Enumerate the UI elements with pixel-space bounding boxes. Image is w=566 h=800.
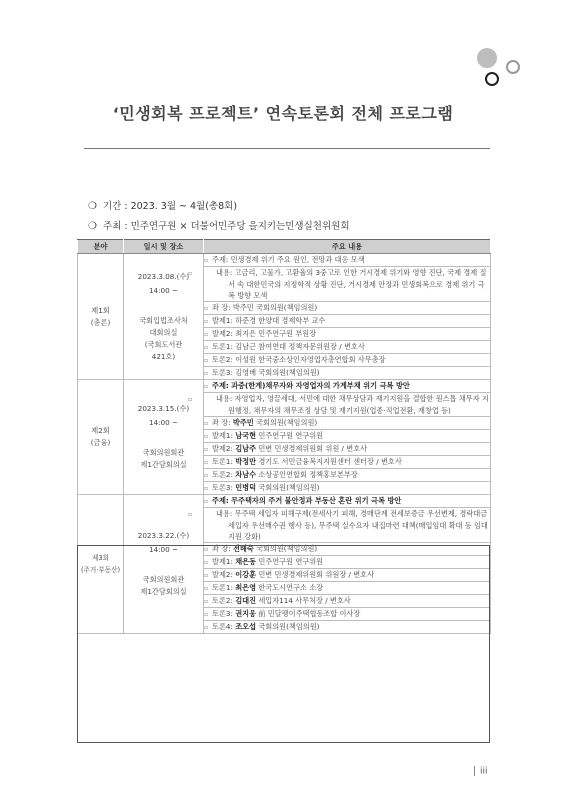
square-bullet-icon: ▫ <box>204 344 209 351</box>
item-text: 김남근 참여연대 정책자문위원장 / 변호사 <box>235 342 365 351</box>
table-header-row <box>78 240 491 254</box>
square-bullet-icon: ▫ <box>204 383 209 390</box>
item-label: 내용: <box>216 394 233 403</box>
person-affiliation: 소상공인연합회 정책홍보본부장 <box>258 470 358 479</box>
item-text: 최지은 민주연구원 부원장 <box>235 329 317 338</box>
item-text: 고금리, 고물가, 고환율의 3중고로 인한 거시경제 위기와 영향 진단, 국제 경제 질서 속 대한민국의 지정학적 상황 진단, 거시경제 안정과 민생회복으로 경제 위기 극복 방향 모색 <box>228 268 487 300</box>
person-affiliation: 민변 민생경제위원회 위원 / 변호사 <box>258 444 368 453</box>
session-category <box>78 495 124 634</box>
program-item <box>204 469 491 482</box>
session-number: 제2회 <box>91 426 110 435</box>
period-label: 기간 <box>102 201 122 212</box>
item-text: 민생경제 위기 주요 원인, 전망과 대응 모색 <box>230 255 365 264</box>
person-name: 차남수 <box>235 470 257 479</box>
page-title: ‘민생회복 프로젝트’ 연속토론회 전체 프로그램 <box>112 104 454 123</box>
session-time: 14:00 ~ <box>148 418 179 427</box>
session-number: 제3회 <box>92 554 109 562</box>
square-bullet-icon: ▫ <box>204 598 209 605</box>
venue-line: 국회의원회관 <box>142 575 185 584</box>
person-affiliation: 국회의원(책임의원) <box>258 483 320 492</box>
item-label: 좌 장: <box>212 544 231 553</box>
program-item <box>204 443 491 456</box>
page-number <box>474 766 488 777</box>
person-name: 전해숙 <box>232 544 254 553</box>
person-name: 김남주 <box>235 444 257 453</box>
page-number-bar <box>474 766 475 776</box>
header-category: 분야 <box>78 240 124 254</box>
decor-circle-gray <box>477 48 497 68</box>
session-time: 14:00 ~ <box>148 285 179 295</box>
person-affiliation: 국회의원(책임의원) <box>258 622 320 631</box>
item-text: 김영배 국회의원(책임의원) <box>235 368 320 377</box>
session-date: 2023.3.08.(수) <box>137 271 190 281</box>
item-label: 토론2: <box>212 355 233 364</box>
item-text: 무주택자의 주거 불안정과 부동산 혼란 위기 극복 방안 <box>231 496 402 505</box>
session-number: 제1회 <box>91 305 110 315</box>
person-affiliation: 국회의원(책임의원) <box>256 544 318 553</box>
person-affiliation: 민주연구원 연구위원 <box>258 431 324 440</box>
item-label: 토론1: <box>212 583 233 592</box>
item-label: 내용: <box>216 268 233 277</box>
program-item <box>188 393 491 417</box>
item-text: 무주택 세입자 피해구제(전세사기 피해, 경매단계 전세보증금 우선변제, 경락대금 세입자 우선매수권 행사 등), 무주택 실수요자 내집마련 대책(매입임대 확대 등 임대지원 강화) <box>228 509 488 541</box>
decor-ring-dark <box>485 72 499 86</box>
meta-period: ❍ 기간 : 2023. 3월 ~ 4월(총8회) <box>88 201 238 212</box>
program-item <box>204 380 491 393</box>
host-value: 민주연구원 × 더불어민주당 을지키는민생실천위원회 <box>130 221 350 232</box>
square-bullet-icon: ▫ <box>204 446 209 453</box>
program-table-body <box>78 254 491 634</box>
person-affiliation: 前 민달팽이주택협동조합 이사장 <box>258 609 361 618</box>
host-label: 주최 <box>102 221 122 232</box>
session-date: 2023.3.22.(수) <box>137 531 190 540</box>
program-item <box>188 508 491 543</box>
square-bullet-icon: ▫ <box>204 624 209 631</box>
square-bullet-icon: ▫ <box>204 572 209 579</box>
program-item <box>204 354 491 367</box>
item-label: 발제2: <box>212 329 233 338</box>
session-time: 14:00 ~ <box>148 545 179 554</box>
circle-bullet-icon: ❍ <box>88 201 97 212</box>
decor-ring-gray <box>506 60 520 74</box>
program-item <box>204 302 491 315</box>
square-bullet-icon: ▫ <box>188 270 193 277</box>
program-item <box>204 495 491 508</box>
venue-line: 국회의원회관 <box>142 448 185 457</box>
program-item <box>204 569 491 582</box>
session-field: (주거·부동산) <box>80 566 121 574</box>
program-item <box>204 315 491 328</box>
square-bullet-icon: ▫ <box>204 331 209 338</box>
person-affiliation: 국회의원(책임의원) <box>256 418 318 427</box>
person-affiliation: 한국도시연구소 소장 <box>258 583 324 592</box>
table-row <box>78 254 491 267</box>
program-item <box>204 482 491 495</box>
session-venue <box>124 315 203 363</box>
venue-line: 제1간담회의실 <box>140 587 187 596</box>
square-bullet-icon: ▫ <box>204 485 209 492</box>
square-bullet-icon: ▫ <box>204 420 209 427</box>
item-label: 토론4: <box>212 622 233 631</box>
program-item <box>204 608 491 621</box>
program-item <box>204 328 491 341</box>
square-bullet-icon: ▫ <box>188 396 193 403</box>
venue-line: 421호) <box>151 351 176 361</box>
circle-bullet-icon: ❍ <box>88 221 97 232</box>
program-item <box>204 595 491 608</box>
program-item <box>204 456 491 469</box>
venue-line: 국회입법조사처 <box>139 315 188 325</box>
person-name: 조오섭 <box>235 622 257 631</box>
program-item <box>204 621 491 634</box>
square-bullet-icon: ▫ <box>204 611 209 618</box>
item-label: 토론2: <box>212 470 233 479</box>
item-label: 토론3: <box>212 609 233 618</box>
session-venue <box>124 574 203 598</box>
session-venue <box>124 447 203 471</box>
square-bullet-icon: ▫ <box>204 472 209 479</box>
person-name: 박주민 <box>232 418 254 427</box>
person-name: 민병덕 <box>235 483 257 492</box>
item-text: 하준경 한양대 경제학부 교수 <box>235 316 326 325</box>
period-value: 2023. 3월 ~ 4월(총8회) <box>130 201 238 212</box>
item-label: 발제2: <box>212 444 233 453</box>
program-item <box>204 543 491 556</box>
item-text: 이성원 한국중소상인자영업자총연합회 사무총장 <box>235 355 386 364</box>
person-affiliation: 세입자114 사무처장 / 변호사 <box>258 596 351 605</box>
person-name: 권지웅 <box>235 609 257 618</box>
item-label: 좌 장: <box>212 303 231 312</box>
person-name: 이강훈 <box>235 570 257 579</box>
person-name: 남국현 <box>235 431 257 440</box>
venue-line: 대회의실 <box>149 327 178 337</box>
item-label: 주제: <box>212 496 229 505</box>
person-affiliation: 경기도 서민금융복지지원센터 센터장 / 변호사 <box>258 457 402 466</box>
program-item <box>188 267 491 302</box>
program-item <box>204 582 491 595</box>
item-label: 발제1: <box>212 557 233 566</box>
program-item <box>204 367 491 380</box>
page-number-text: iii <box>480 766 488 777</box>
venue-line: (국회도서관 <box>144 339 183 349</box>
square-bullet-icon: ▫ <box>188 511 193 518</box>
item-label: 토론1: <box>212 342 233 351</box>
person-name: 박정만 <box>235 457 257 466</box>
item-label: 토론1: <box>212 457 233 466</box>
square-bullet-icon: ▫ <box>204 257 209 264</box>
square-bullet-icon: ▫ <box>204 559 209 566</box>
session-field: (총론) <box>90 317 111 327</box>
square-bullet-icon: ▫ <box>204 357 209 364</box>
item-label: 내용: <box>216 509 233 518</box>
item-label: 주제: <box>212 255 229 264</box>
item-label: 발제1: <box>212 431 233 440</box>
square-bullet-icon: ▫ <box>204 318 209 325</box>
meta-host: ❍ 주최 : 민주연구원 × 더불어민주당 을지키는민생실천위원회 <box>88 221 350 232</box>
item-label: 발제2: <box>212 570 233 579</box>
program-item <box>204 417 491 430</box>
person-affiliation: 민주연구원 연구위원 <box>258 557 324 566</box>
square-bullet-icon: ▫ <box>204 585 209 592</box>
header-content: 주요 내용 <box>204 240 491 254</box>
item-text: 과중(한계)채무자와 자영업자의 가계부채 위기 극복 방안 <box>231 381 410 390</box>
item-label: 토론3: <box>212 483 233 492</box>
header-datetime: 일시 및 장소 <box>124 240 204 254</box>
person-name: 김대진 <box>235 596 257 605</box>
item-text: 박주민 국회의원(책임의원) <box>232 303 318 312</box>
program-item <box>204 556 491 569</box>
square-bullet-icon: ▫ <box>204 433 209 440</box>
square-bullet-icon: ▫ <box>204 546 209 553</box>
item-text: 자영업자, 영끌세대, 서민에 대한 채무상담과 재기지원을 결합한 원스톱 채무자 지원행정, 채무자의 채무조정 상담 및 재기지원(업종·직업전환, 재창업 등) <box>228 394 489 415</box>
item-label: 주제: <box>212 381 229 390</box>
title-rule <box>84 148 490 149</box>
program-item <box>204 254 491 267</box>
session-field: (금융) <box>90 438 111 447</box>
person-name: 채은동 <box>235 557 257 566</box>
venue-line: 제1간담회의실 <box>140 460 187 469</box>
table-row <box>78 495 491 508</box>
item-label: 좌 장: <box>212 418 231 427</box>
table-row <box>78 380 491 393</box>
program-item <box>204 341 491 354</box>
program-item <box>204 430 491 443</box>
program-table <box>77 239 491 634</box>
square-bullet-icon: ▫ <box>204 305 209 312</box>
session-date: 2023.3.15.(수) <box>137 404 190 413</box>
item-label: 발제1: <box>212 316 233 325</box>
square-bullet-icon: ▫ <box>204 498 209 505</box>
square-bullet-icon: ▫ <box>204 370 209 377</box>
person-affiliation: 민변 민생경제위원회 위원장 / 변호사 <box>258 570 375 579</box>
square-bullet-icon: ▫ <box>204 459 209 466</box>
item-label: 토론2: <box>212 596 233 605</box>
item-label: 토론3: <box>212 368 233 377</box>
session-category <box>78 380 124 495</box>
person-name: 최은영 <box>235 583 257 592</box>
session-category <box>78 254 124 380</box>
